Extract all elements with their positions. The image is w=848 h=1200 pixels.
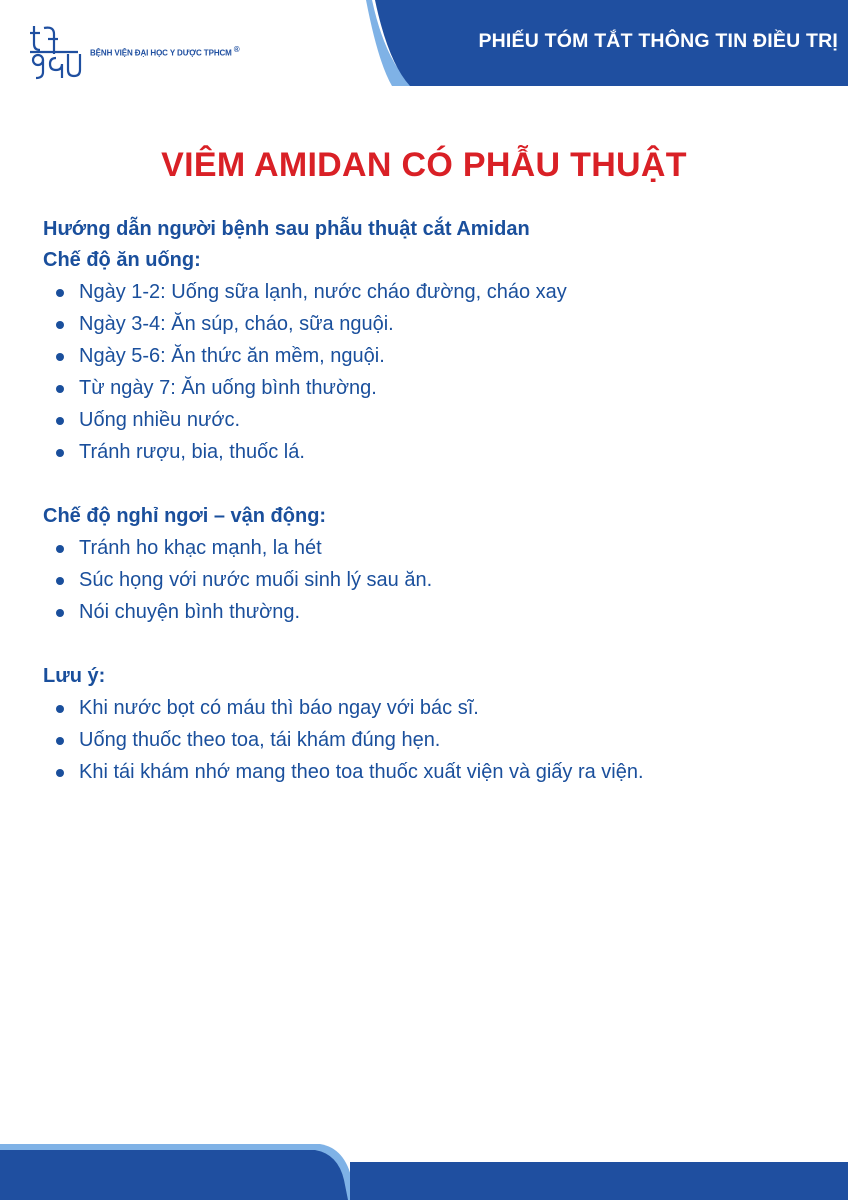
list-item-text: Súc họng với nước muối sinh lý sau ăn. (79, 569, 433, 591)
hospital-logo-mark (30, 24, 86, 80)
bullet-icon (56, 609, 64, 617)
hospital-logo (30, 24, 240, 80)
spacer (43, 628, 823, 661)
bullet-icon (56, 417, 64, 425)
footer-banner (0, 1144, 848, 1200)
hospital-name (90, 45, 240, 58)
list-item (43, 532, 823, 564)
bullet-icon (56, 289, 64, 297)
list-item (43, 340, 823, 372)
bullet-icon (56, 769, 64, 777)
list-item-text: Ngày 5-6: Ăn thức ăn mềm, nguội. (79, 345, 385, 367)
bullet-icon (56, 321, 64, 329)
list-item-text: Ngày 1-2: Uống sữa lạnh, nước cháo đường, cháo xay (79, 281, 567, 303)
list-item (43, 372, 823, 404)
bullet-icon (56, 577, 64, 585)
bullet-icon (56, 449, 64, 457)
bullet-icon (56, 353, 64, 361)
rest-activity-list (43, 532, 823, 628)
list-item-text: Ngày 3-4: Ăn súp, cháo, sữa nguội. (79, 313, 394, 335)
section-heading-diet: Chế độ ăn uống: (43, 249, 201, 271)
list-item-text: Khi tái khám nhớ mang theo toa thuốc xuất viện và giấy ra viện. (79, 761, 644, 783)
bullet-icon (56, 705, 64, 713)
section-heading-rest-activity: Chế độ nghỉ ngơi – vận động: (43, 505, 327, 527)
subtitle: Hướng dẫn người bệnh sau phẫu thuật cắt Amidan (43, 218, 530, 240)
list-item (43, 564, 823, 596)
list-item-text: Nói chuyện bình thường. (79, 601, 301, 623)
diet-list (43, 276, 823, 468)
list-item (43, 596, 823, 628)
page-title: VIÊM AMIDAN CÓ PHẪU THUẬT (161, 146, 687, 184)
list-item (43, 404, 823, 436)
list-item-text: Uống thuốc theo toa, tái khám đúng hẹn. (79, 729, 441, 751)
list-item-text: Uống nhiều nước. (79, 409, 241, 431)
list-item (43, 308, 823, 340)
list-item (43, 756, 823, 788)
spacer (43, 468, 823, 501)
section-notes (43, 661, 823, 788)
list-item-text: Từ ngày 7: Ăn uống bình thường. (79, 377, 377, 399)
list-item (43, 692, 823, 724)
list-item (43, 436, 823, 468)
list-item (43, 724, 823, 756)
bullet-icon (56, 385, 64, 393)
list-item-text: Tránh rượu, bia, thuốc lá. (79, 441, 305, 463)
document-type-title: PHIẾU TÓM TẮT THÔNG TIN ĐIỀU TRỊ (478, 30, 838, 52)
bullet-icon (56, 737, 64, 745)
section-diet (43, 245, 823, 468)
registered-mark: ® (233, 45, 240, 55)
section-rest-activity (43, 501, 823, 628)
list-item-text: Tránh ho khạc mạnh, la hét (79, 537, 322, 559)
list-item (43, 276, 823, 308)
notes-list (43, 692, 823, 788)
content-body (43, 214, 823, 788)
section-heading-notes: Lưu ý: (43, 665, 106, 687)
bullet-icon (56, 545, 64, 553)
hospital-name-text: BỆNH VIỆN ĐẠI HỌC Y DƯỢC TPHCM (90, 49, 232, 58)
list-item-text: Khi nước bọt có máu thì báo ngay với bác sĩ. (79, 697, 479, 719)
